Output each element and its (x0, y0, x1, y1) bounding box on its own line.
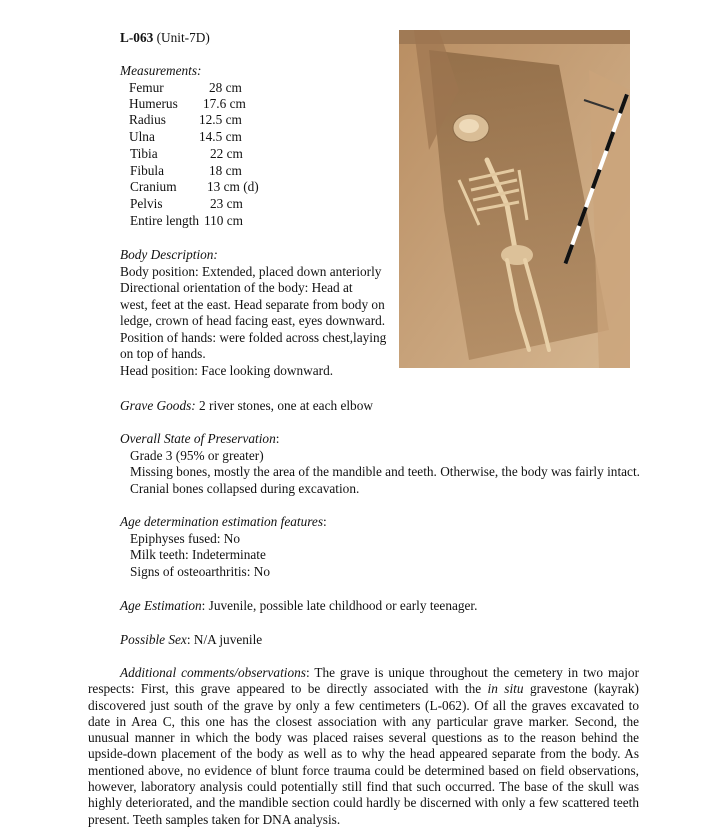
age-features (120, 514, 327, 580)
meas-bone: Femur (129, 80, 164, 95)
meas-value: 28 cm (209, 80, 242, 95)
age-feature-line: Signs of osteoarthritis: No (130, 563, 270, 579)
meas-bone: Humerus (129, 96, 178, 111)
comments-text-1: : The grave is unique throughout the cemetery in two major respects: First, this grave appeared to be directly associated with the (88, 665, 639, 697)
excavation-photo-skeleton-icon (399, 30, 630, 368)
meas-bone: Radius (129, 112, 166, 127)
age-estimation-label: Age Estimation (120, 598, 202, 613)
measurements-heading: Measurements: (120, 63, 202, 78)
body-description-line: ledge, crown of head facing east, eyes downward. (120, 313, 386, 328)
meas-value: 22 cm (210, 146, 243, 161)
preservation-heading: Overall State of Preservation (120, 431, 276, 446)
age-feature-line: Milk teeth: Indeterminate (130, 547, 266, 562)
preservation-line: Grade 3 (95% or greater) (130, 447, 264, 463)
unit-label: (Unit-7D) (156, 30, 210, 45)
body-description-line: Position of hands: were folded across chest,laying (120, 329, 387, 345)
preservation-colon: : (275, 431, 280, 446)
preservation (120, 431, 660, 497)
meas-value: 23 cm (210, 196, 243, 211)
grave-goods-text: 2 river stones, one at each elbow (195, 398, 373, 413)
meas-value: 14.5 cm (199, 129, 242, 144)
body-description-line: Body position: Extended, placed down anteriorly (120, 263, 382, 279)
meas-bone: Pelvis (130, 196, 163, 211)
meas-value: 110 cm (204, 213, 244, 228)
age-features-heading: Age determination estimation features (120, 514, 323, 529)
possible-sex-text: : N/A juvenile (186, 632, 263, 647)
preservation-line: Missing bones, mostly the area of the mandible and teeth. Otherwise, the body was fairly intact. (130, 464, 640, 479)
record-title (120, 30, 210, 47)
age-features-colon: : (323, 514, 327, 529)
preservation-line: Cranial bones collapsed during excavation. (130, 480, 360, 496)
age-feature-line: Epiphyses fused: No (130, 530, 241, 546)
body-description-line: Directional orientation of the body: Head at (120, 280, 353, 295)
comments-text-2: gravestone (kayrak) discovered just south of the grave by only a few centimeters (L-062). Of all the graves excavated to date in Area C, this one has the closest association with any particular grave marker. Second, the unusual manner in which the body was placed raises several questions as to the reason behind the upside-down placement of the body as well as to why the head appeared separate from the body. As mentioned above, no evidence of blunt force trauma could be determined based on field observations, however, laboratory analysis could potentially still find that such occurred. The base of the skull was highly deteriorated, and the mandible section could hardly be discerned with only a few scattered teeth present. Teeth samples taken for DNA analysis. (88, 681, 639, 827)
meas-value: 12.5 cm (199, 112, 242, 127)
meas-value: 17.6 cm (203, 96, 246, 111)
additional-comments (88, 665, 639, 828)
age-estimation (120, 598, 477, 615)
meas-bone: Cranium (130, 179, 177, 194)
body-description-line: west, feet at the east. Head separate from body on (120, 296, 385, 312)
comments-label: Additional comments/observations (120, 665, 306, 680)
meas-bone: Tibia (130, 146, 158, 161)
possible-sex (120, 632, 262, 649)
meas-bone: Ulna (129, 129, 155, 144)
possible-sex-label: Possible Sex (120, 632, 187, 647)
meas-bone: Entire length (130, 213, 200, 228)
age-estimation-text: : Juvenile, possible late childhood or early teenager. (201, 598, 478, 613)
body-description-heading: Body Description: (120, 247, 218, 262)
grave-goods-label: Grave Goods: (120, 398, 196, 413)
excavation-photo (399, 30, 630, 368)
meas-value: 18 cm (209, 163, 242, 178)
in-situ-term: in situ (487, 681, 524, 697)
meas-value: 13 cm (d) (207, 179, 259, 194)
meas-bone: Fibula (130, 163, 164, 178)
locus-id: L-063 (120, 30, 154, 45)
body-description (120, 247, 386, 379)
body-description-line: on top of hands. (120, 346, 206, 361)
grave-goods (120, 398, 373, 415)
body-description-line: Head position: Face looking downward. (120, 362, 334, 378)
